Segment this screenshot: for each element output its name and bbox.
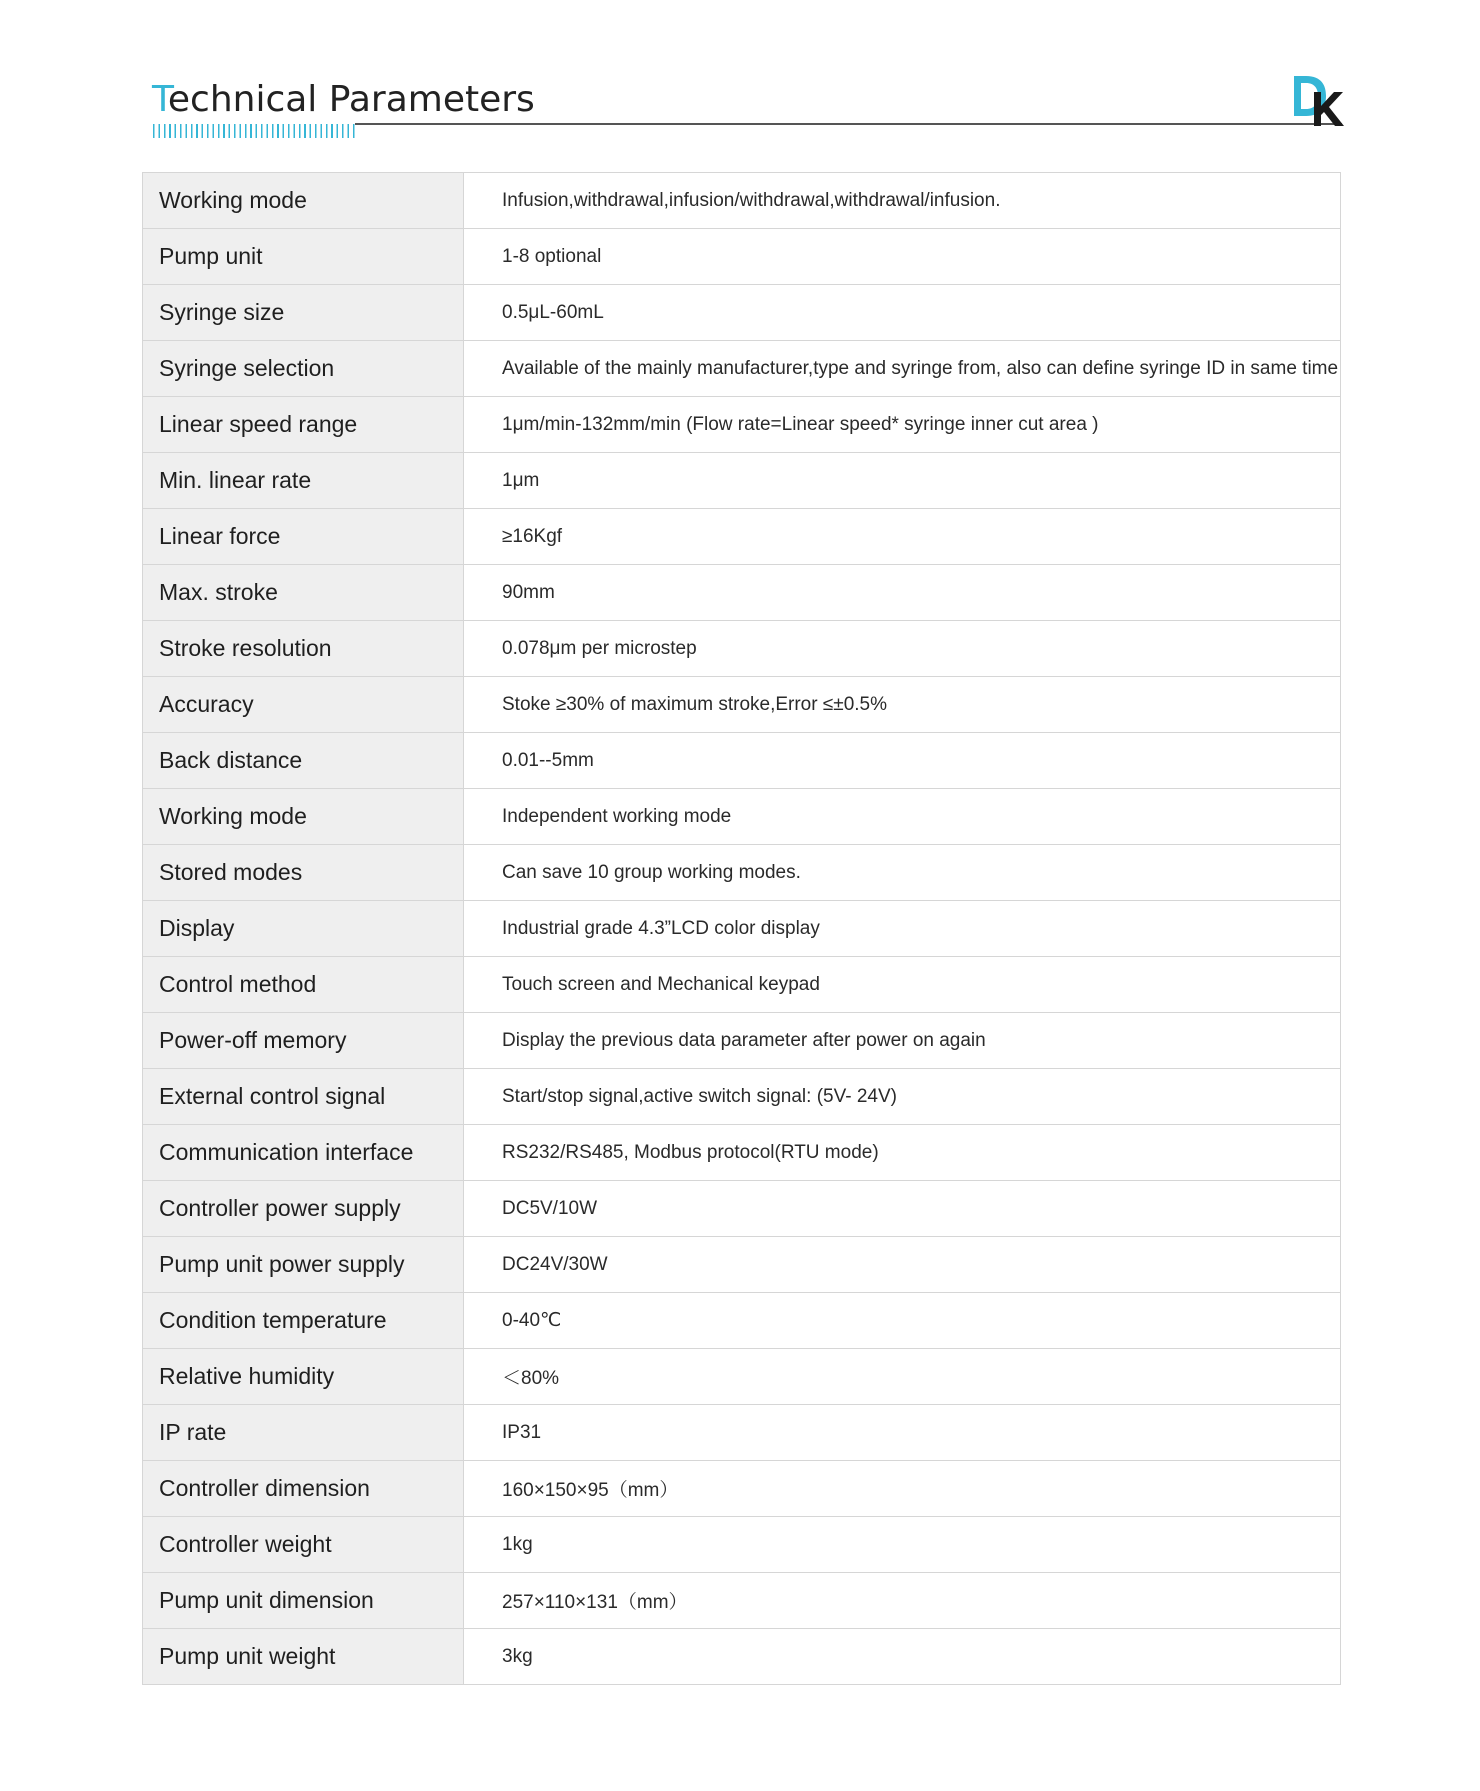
- parameter-value: DC24V/30W: [464, 1237, 1341, 1293]
- parameter-name: Display: [143, 901, 464, 957]
- table-row: [143, 1237, 1341, 1293]
- parameter-name: Pump unit: [143, 229, 464, 285]
- parameter-value: 0.01--5mm: [464, 733, 1341, 789]
- table-row: [143, 621, 1341, 677]
- parameter-name: Power-off memory: [143, 1013, 464, 1069]
- page-header: [152, 78, 1342, 138]
- table-row: [143, 733, 1341, 789]
- parameter-name: Condition temperature: [143, 1293, 464, 1349]
- parameter-value: 1-8 optional: [464, 229, 1341, 285]
- parameter-value: RS232/RS485, Modbus protocol(RTU mode): [464, 1125, 1341, 1181]
- parameter-value: ≥16Kgf: [464, 509, 1341, 565]
- table-row: [143, 565, 1341, 621]
- table-row: [143, 957, 1341, 1013]
- parameter-name: Syringe size: [143, 285, 464, 341]
- parameter-name: Linear speed range: [143, 397, 464, 453]
- parameter-name: Control method: [143, 957, 464, 1013]
- table-row: [143, 677, 1341, 733]
- table-row: [143, 1181, 1341, 1237]
- parameter-name: Controller dimension: [143, 1461, 464, 1517]
- parameter-value: Display the previous data parameter after power on again: [464, 1013, 1341, 1069]
- parameter-value: Infusion,withdrawal,infusion/withdrawal,withdrawal/infusion.: [464, 173, 1341, 229]
- table-row: [143, 1461, 1341, 1517]
- dk-logo: [1290, 72, 1348, 128]
- header-divider: [355, 123, 1342, 125]
- parameter-value: Stoke ≥30% of maximum stroke,Error ≤±0.5%: [464, 677, 1341, 733]
- parameter-value: 3kg: [464, 1629, 1341, 1685]
- parameter-name: Communication interface: [143, 1125, 464, 1181]
- parameter-value: 1μm/min-132mm/min (Flow rate=Linear speed* syringe inner cut area ): [464, 397, 1341, 453]
- parameter-name: Pump unit weight: [143, 1629, 464, 1685]
- parameter-value: Available of the mainly manufacturer,type and syringe from, also can define syringe ID in same time: [464, 341, 1341, 397]
- parameter-value: 160×150×95（mm）: [464, 1461, 1341, 1517]
- parameter-value: 0.5μL-60mL: [464, 285, 1341, 341]
- parameter-value: 1μm: [464, 453, 1341, 509]
- parameter-name: Linear force: [143, 509, 464, 565]
- parameter-value: ＜80%: [464, 1349, 1341, 1405]
- table-row: [143, 1069, 1341, 1125]
- parameter-name: Pump unit dimension: [143, 1573, 464, 1629]
- parameter-value: Industrial grade 4.3”LCD color display: [464, 901, 1341, 957]
- table-row: [143, 901, 1341, 957]
- parameter-value: IP31: [464, 1405, 1341, 1461]
- parameter-value: 1kg: [464, 1517, 1341, 1573]
- parameter-value: 90mm: [464, 565, 1341, 621]
- table-row: [143, 1629, 1341, 1685]
- parameter-value: Touch screen and Mechanical keypad: [464, 957, 1341, 1013]
- table-row: [143, 845, 1341, 901]
- table-row: [143, 173, 1341, 229]
- table-body: [143, 173, 1341, 1685]
- table-row: [143, 1405, 1341, 1461]
- page-title: [152, 78, 535, 122]
- parameter-value: 0-40℃: [464, 1293, 1341, 1349]
- parameter-name: Back distance: [143, 733, 464, 789]
- table-row: [143, 1573, 1341, 1629]
- table-row: [143, 229, 1341, 285]
- title-hatch-underline: [153, 124, 355, 138]
- parameter-name: External control signal: [143, 1069, 464, 1125]
- parameter-name: Controller power supply: [143, 1181, 464, 1237]
- parameter-name: Accuracy: [143, 677, 464, 733]
- parameter-value: DC5V/10W: [464, 1181, 1341, 1237]
- parameter-name: Stored modes: [143, 845, 464, 901]
- parameter-name: Stroke resolution: [143, 621, 464, 677]
- table-row: [143, 397, 1341, 453]
- parameter-value: Independent working mode: [464, 789, 1341, 845]
- table-row: [143, 1013, 1341, 1069]
- parameter-name: Working mode: [143, 789, 464, 845]
- parameter-name: Syringe selection: [143, 341, 464, 397]
- table-row: [143, 453, 1341, 509]
- table-row: [143, 1349, 1341, 1405]
- parameter-name: Controller weight: [143, 1517, 464, 1573]
- table-row: [143, 509, 1341, 565]
- parameter-name: Working mode: [143, 173, 464, 229]
- parameter-value: Can save 10 group working modes.: [464, 845, 1341, 901]
- parameter-name: Relative humidity: [143, 1349, 464, 1405]
- table-row: [143, 789, 1341, 845]
- parameter-name: Pump unit power supply: [143, 1237, 464, 1293]
- table-row: [143, 1293, 1341, 1349]
- table-row: [143, 341, 1341, 397]
- parameter-name: Max. stroke: [143, 565, 464, 621]
- table-row: [143, 1125, 1341, 1181]
- parameter-name: IP rate: [143, 1405, 464, 1461]
- parameter-value: Start/stop signal,active switch signal: (5V- 24V): [464, 1069, 1341, 1125]
- parameter-name: Min. linear rate: [143, 453, 464, 509]
- technical-parameters-table: [142, 172, 1341, 1685]
- parameter-value: 257×110×131（mm）: [464, 1573, 1341, 1629]
- parameter-value: 0.078μm per microstep: [464, 621, 1341, 677]
- title-rest: echnical Parameters: [167, 79, 535, 120]
- table-row: [143, 1517, 1341, 1573]
- table-row: [143, 285, 1341, 341]
- title-initial: T: [152, 79, 168, 120]
